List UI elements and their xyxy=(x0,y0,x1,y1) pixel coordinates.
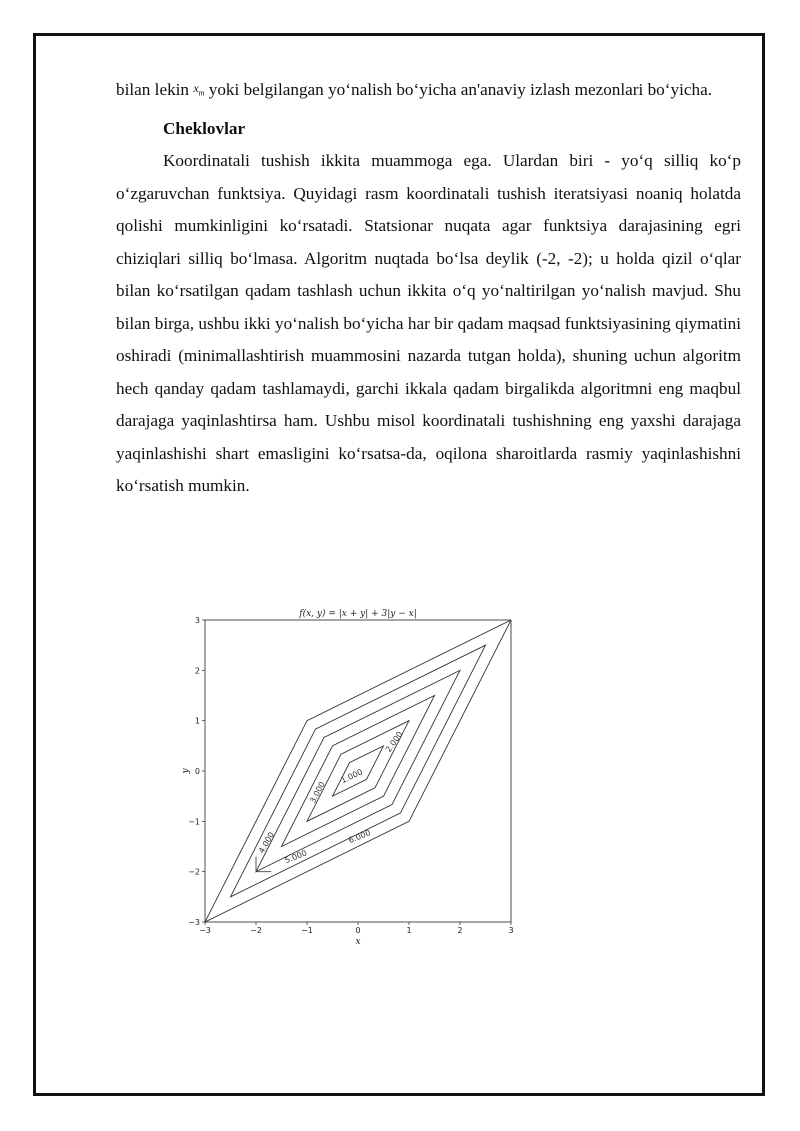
y-tick-label: −1 xyxy=(188,817,200,827)
contour-label-1: 1.000 xyxy=(339,767,365,786)
paragraph-1-end: yoki belgilangan yoʻnalish boʻyicha an'anaviy izlash mezonlari boʻyicha. xyxy=(208,80,713,99)
y-axis-label: y xyxy=(181,768,191,774)
y-tick-label: 1 xyxy=(194,716,200,726)
x-tick-label: −2 xyxy=(250,926,262,935)
document-text xyxy=(116,74,741,503)
contour-label-2: 2.000 xyxy=(383,729,405,754)
variable-xm xyxy=(193,81,205,98)
paragraph-2: Koordinatali tushish ikkita muammoga ega. Ulardan biri - yoʻq silliq koʻp oʻzgaruvchan funktsiya. Quyidagi rasm koordinatali tushish iteratsiyasi noaniq holatda qolishi mumkinligini koʻrsatadi. Statsionar nuqata agar funktsiya darajasining egri chiziqlari silliq boʻlmasa. Algoritm nuqtada boʻlsa deylik (-2, -2); u holda qizil oʻqlar bilan koʻrsatilgan qadam tashlash uchun ikkita oʻq yoʻnaltirilgan yoʻnalish mavjud. Shu bilan birga, ushbu ikki yoʻnalish boʻyicha har bir qadam maqsad funktsiyasining qiymatini oshiradi (minimallashtirish muammosini nazarda tutgan holda), shuning uchun algoritm hech qanday qadam tashlamaydi, garchi ikkala qadam birgalikda algoritmni eng maqbul darajaga yaqinlashtirsa ham. Ushbu misol koordinatali tushishning eng yaxshi darajaga yaqinlashishi shart emasligini koʻrsatsa-da, oqilona sharoitlarda rasmiy yaqinlashishni koʻrsatish mumkin. xyxy=(116,151,741,496)
contour-label-3: 3.000 xyxy=(308,780,327,805)
section-heading: Cheklovlar xyxy=(163,118,246,138)
contour-figure xyxy=(180,603,525,948)
paragraph-1 xyxy=(116,74,741,113)
x-axis-label: x xyxy=(355,937,361,947)
x-tick-label: −1 xyxy=(301,926,313,935)
x-tick-label: 1 xyxy=(406,926,412,935)
variable-subscript: m xyxy=(198,88,205,98)
x-tick-label: 3 xyxy=(508,926,514,935)
y-tick-label: −3 xyxy=(188,918,200,927)
contour-label-4: 4.000 xyxy=(256,830,277,855)
chart-title: f(x, y) = |x + y| + 3|y − x| xyxy=(299,609,417,619)
variable-symbol: x xyxy=(193,81,199,95)
contour-plot xyxy=(180,603,525,948)
x-tick-label: 0 xyxy=(355,926,361,935)
contour-label-6: 6.000 xyxy=(347,828,372,846)
y-tick-label: 3 xyxy=(194,616,200,625)
contour-label-5: 5.000 xyxy=(283,848,309,866)
y-tick-label: 2 xyxy=(194,666,200,676)
paragraph-1-start: bilan lekin xyxy=(116,80,190,99)
y-tick-label: −2 xyxy=(188,867,200,877)
x-tick-label: 2 xyxy=(457,926,463,935)
x-tick-label: −3 xyxy=(199,926,211,935)
y-tick-label: 0 xyxy=(194,767,200,776)
